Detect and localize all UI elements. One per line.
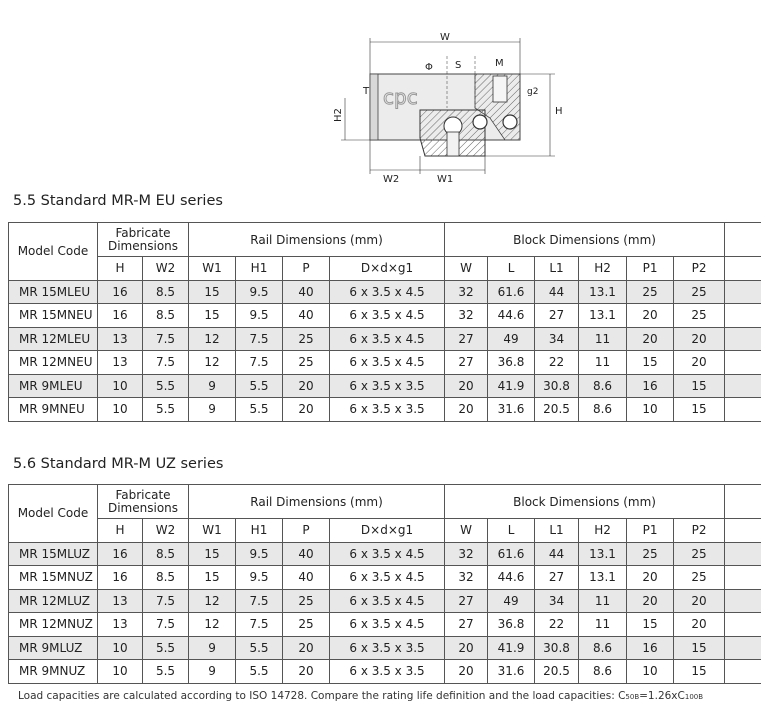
value-cell: 40: [283, 542, 330, 566]
model-code-cell: MR 9MNEU: [9, 398, 98, 422]
col-header: W1: [189, 519, 236, 543]
rail-block-cross-section-diagram: [325, 28, 565, 188]
uz-spec-table: [8, 484, 761, 684]
table-row: [9, 613, 761, 637]
value-cell: 7.5: [143, 613, 189, 637]
value-cell: 5.5: [236, 636, 283, 660]
value-cell: 44: [535, 542, 579, 566]
value-cell: 16: [98, 542, 143, 566]
value-cell: 36.8: [488, 613, 535, 637]
value-cell: 9: [189, 660, 236, 684]
value-cell: 8.6: [579, 398, 627, 422]
uz-table-body: [9, 542, 761, 683]
col-header: D×d×g1: [330, 257, 445, 281]
model-code-cell: MR 9MNUZ: [9, 660, 98, 684]
col-header: L: [488, 519, 535, 543]
table-row: [9, 566, 761, 590]
value-cell: 15: [189, 280, 236, 304]
fabricate-line1: Fabricate: [115, 225, 171, 240]
model-code-cell: MR 12MNUZ: [9, 613, 98, 637]
value-cell: 9: [189, 636, 236, 660]
table-edge-cell: [725, 519, 761, 543]
value-cell: 8.6: [579, 374, 627, 398]
value-cell: 11: [579, 589, 627, 613]
table-edge-cell: [725, 613, 761, 637]
value-cell: 20: [627, 566, 674, 590]
value-cell: 34: [535, 327, 579, 351]
value-cell: 32: [445, 280, 488, 304]
value-cell: 31.6: [488, 660, 535, 684]
table-edge-cell: [725, 660, 761, 684]
table-edge-cell: [725, 327, 761, 351]
table-row: [9, 660, 761, 684]
value-cell: 20: [627, 589, 674, 613]
block-seal: [370, 74, 378, 140]
value-cell: 40: [283, 566, 330, 590]
value-cell: 15: [189, 542, 236, 566]
load-capacity-footnote: [18, 690, 703, 702]
rail-bore-shaft: [447, 132, 459, 156]
value-cell: 6 x 3.5 x 3.5: [330, 398, 445, 422]
value-cell: 61.6: [488, 542, 535, 566]
footnote-sub-100b: 100B: [684, 693, 704, 701]
value-cell: 13.1: [579, 566, 627, 590]
model-code-cell: MR 15MNEU: [9, 304, 98, 328]
col-header: P: [283, 519, 330, 543]
value-cell: 7.5: [236, 613, 283, 637]
value-cell: 16: [98, 280, 143, 304]
block-dimensions-header: Block Dimensions (mm): [445, 223, 725, 257]
eu-table-body: [9, 280, 761, 421]
col-header: W2: [143, 519, 189, 543]
value-cell: 20: [283, 636, 330, 660]
col-header: W: [445, 257, 488, 281]
ball: [473, 115, 487, 129]
value-cell: 25: [674, 542, 725, 566]
table-edge-cell: [725, 257, 761, 281]
table-row: [9, 398, 761, 422]
dim-label-m: M: [495, 58, 504, 69]
ball: [503, 115, 517, 129]
value-cell: 7.5: [143, 327, 189, 351]
col-header: H: [98, 257, 143, 281]
table-edge-cell: [725, 485, 761, 519]
value-cell: 13: [98, 327, 143, 351]
value-cell: 7.5: [236, 351, 283, 375]
value-cell: 31.6: [488, 398, 535, 422]
value-cell: 12: [189, 613, 236, 637]
value-cell: 20: [674, 613, 725, 637]
cpc-logo: cpc: [383, 85, 418, 109]
table-row: [9, 327, 761, 351]
value-cell: 16: [627, 374, 674, 398]
value-cell: 10: [98, 636, 143, 660]
fabricate-dimensions-header: [98, 485, 189, 519]
col-header: P2: [674, 519, 725, 543]
value-cell: 8.5: [143, 566, 189, 590]
value-cell: 20: [627, 327, 674, 351]
value-cell: 20: [674, 351, 725, 375]
table-edge-cell: [725, 636, 761, 660]
value-cell: 9.5: [236, 304, 283, 328]
fabricate-line2: Dimensions: [107, 500, 179, 515]
fabricate-line2: Dimensions: [107, 238, 179, 253]
col-header: L1: [535, 257, 579, 281]
value-cell: 20: [445, 660, 488, 684]
value-cell: 20.5: [535, 660, 579, 684]
value-cell: 32: [445, 542, 488, 566]
table-edge-cell: [725, 304, 761, 328]
value-cell: 41.9: [488, 636, 535, 660]
value-cell: 15: [674, 636, 725, 660]
value-cell: 27: [445, 351, 488, 375]
table-row: [9, 374, 761, 398]
value-cell: 16: [98, 304, 143, 328]
value-cell: 12: [189, 327, 236, 351]
col-header: P1: [627, 257, 674, 281]
value-cell: 10: [98, 398, 143, 422]
dim-label-t: T: [363, 86, 370, 97]
model-code-cell: MR 15MLUZ: [9, 542, 98, 566]
value-cell: 15: [189, 304, 236, 328]
value-cell: 15: [189, 566, 236, 590]
value-cell: 25: [674, 280, 725, 304]
dim-label-g2: g2: [527, 87, 539, 97]
value-cell: 7.5: [236, 589, 283, 613]
value-cell: 8.6: [579, 660, 627, 684]
value-cell: 20: [283, 374, 330, 398]
value-cell: 34: [535, 589, 579, 613]
value-cell: 6 x 3.5 x 4.5: [330, 280, 445, 304]
value-cell: 5.5: [143, 398, 189, 422]
table-row: [9, 636, 761, 660]
table-row: [9, 304, 761, 328]
table-edge-cell: [725, 374, 761, 398]
value-cell: 9.5: [236, 542, 283, 566]
value-cell: 15: [674, 374, 725, 398]
table-edge-cell: [725, 398, 761, 422]
value-cell: 8.5: [143, 542, 189, 566]
value-cell: 11: [579, 327, 627, 351]
value-cell: 10: [627, 660, 674, 684]
value-cell: 27: [445, 613, 488, 637]
value-cell: 32: [445, 566, 488, 590]
value-cell: 20: [283, 398, 330, 422]
value-cell: 11: [579, 613, 627, 637]
dim-label-h: H: [555, 106, 563, 117]
model-code-cell: MR 15MLEU: [9, 280, 98, 304]
model-code-header: Model Code: [9, 485, 98, 543]
value-cell: 30.8: [535, 374, 579, 398]
value-cell: 36.8: [488, 351, 535, 375]
fabricate-line1: Fabricate: [115, 487, 171, 502]
value-cell: 12: [189, 589, 236, 613]
value-cell: 25: [627, 542, 674, 566]
value-cell: 25: [674, 566, 725, 590]
value-cell: 41.9: [488, 374, 535, 398]
dim-label-s: S: [455, 60, 462, 71]
value-cell: 10: [98, 374, 143, 398]
value-cell: 13: [98, 351, 143, 375]
value-cell: 6 x 3.5 x 4.5: [330, 566, 445, 590]
model-code-cell: MR 12MLUZ: [9, 589, 98, 613]
value-cell: 20: [445, 636, 488, 660]
value-cell: 49: [488, 327, 535, 351]
table-edge-cell: [725, 589, 761, 613]
value-cell: 12: [189, 351, 236, 375]
value-cell: 25: [283, 613, 330, 637]
rail-dimensions-header: Rail Dimensions (mm): [189, 485, 445, 519]
value-cell: 20: [445, 398, 488, 422]
table-row: [9, 542, 761, 566]
value-cell: 13: [98, 589, 143, 613]
value-cell: 27: [535, 304, 579, 328]
table-row: [9, 351, 761, 375]
value-cell: 13: [98, 613, 143, 637]
model-code-cell: MR 15MNUZ: [9, 566, 98, 590]
value-cell: 15: [627, 351, 674, 375]
value-cell: 7.5: [143, 351, 189, 375]
value-cell: 20: [674, 589, 725, 613]
value-cell: 20: [445, 374, 488, 398]
rail-dimensions-header: Rail Dimensions (mm): [189, 223, 445, 257]
table-edge-cell: [725, 223, 761, 257]
value-cell: 25: [283, 351, 330, 375]
dim-label-w2: W2: [383, 174, 400, 185]
value-cell: 6 x 3.5 x 4.5: [330, 589, 445, 613]
col-header: P2: [674, 257, 725, 281]
value-cell: 8.6: [579, 636, 627, 660]
value-cell: 9: [189, 398, 236, 422]
value-cell: 6 x 3.5 x 4.5: [330, 327, 445, 351]
value-cell: 5.5: [236, 660, 283, 684]
table-edge-cell: [725, 351, 761, 375]
value-cell: 6 x 3.5 x 3.5: [330, 660, 445, 684]
fabricate-dimensions-header: [98, 223, 189, 257]
value-cell: 13.1: [579, 280, 627, 304]
value-cell: 10: [627, 398, 674, 422]
footnote-sub-50b: 50B: [625, 693, 640, 701]
table-edge-cell: [725, 566, 761, 590]
value-cell: 44: [535, 280, 579, 304]
value-cell: 25: [283, 589, 330, 613]
value-cell: 6 x 3.5 x 3.5: [330, 636, 445, 660]
value-cell: 5.5: [236, 374, 283, 398]
col-header: P: [283, 257, 330, 281]
value-cell: 61.6: [488, 280, 535, 304]
value-cell: 9: [189, 374, 236, 398]
value-cell: 25: [674, 304, 725, 328]
value-cell: 25: [627, 280, 674, 304]
table-edge-cell: [725, 280, 761, 304]
col-header: H: [98, 519, 143, 543]
block-dimensions-header: Block Dimensions (mm): [445, 485, 725, 519]
value-cell: 49: [488, 589, 535, 613]
col-header: H2: [579, 257, 627, 281]
dim-label-w: W: [440, 32, 450, 43]
value-cell: 6 x 3.5 x 4.5: [330, 351, 445, 375]
col-header: L: [488, 257, 535, 281]
value-cell: 6 x 3.5 x 4.5: [330, 304, 445, 328]
value-cell: 20.5: [535, 398, 579, 422]
value-cell: 27: [535, 566, 579, 590]
col-header: L1: [535, 519, 579, 543]
col-header: W1: [189, 257, 236, 281]
value-cell: 8.5: [143, 280, 189, 304]
value-cell: 22: [535, 613, 579, 637]
value-cell: 44.6: [488, 566, 535, 590]
value-cell: 5.5: [143, 374, 189, 398]
value-cell: 32: [445, 304, 488, 328]
value-cell: 40: [283, 280, 330, 304]
value-cell: 25: [283, 327, 330, 351]
col-header: W: [445, 519, 488, 543]
dim-label-phi: Φ: [425, 62, 433, 73]
value-cell: 40: [283, 304, 330, 328]
mounting-screw: [493, 76, 507, 102]
dim-label-h2: H2: [333, 108, 344, 122]
value-cell: 20: [283, 660, 330, 684]
value-cell: 6 x 3.5 x 4.5: [330, 542, 445, 566]
col-header: D×d×g1: [330, 519, 445, 543]
value-cell: 9.5: [236, 280, 283, 304]
footnote-text: Load capacities are calculated according to ISO 14728. Compare the rating life definition and the load capacities: C: [18, 690, 626, 702]
model-code-cell: MR 9MLUZ: [9, 636, 98, 660]
value-cell: 10: [98, 660, 143, 684]
uz-section-title: 5.6 Standard MR-M UZ series: [13, 456, 224, 472]
value-cell: 5.5: [236, 398, 283, 422]
table-edge-cell: [725, 542, 761, 566]
col-header: W2: [143, 257, 189, 281]
value-cell: 15: [674, 660, 725, 684]
eu-section-title: 5.5 Standard MR-M EU series: [13, 193, 223, 209]
value-cell: 15: [674, 398, 725, 422]
value-cell: 7.5: [236, 327, 283, 351]
value-cell: 6 x 3.5 x 3.5: [330, 374, 445, 398]
value-cell: 20: [627, 304, 674, 328]
value-cell: 6 x 3.5 x 4.5: [330, 613, 445, 637]
footnote-mid: =1.26xC: [639, 690, 685, 702]
value-cell: 20: [674, 327, 725, 351]
table-row: [9, 589, 761, 613]
dim-label-w1: W1: [437, 174, 454, 185]
eu-spec-table: [8, 222, 761, 422]
model-code-cell: MR 12MNEU: [9, 351, 98, 375]
col-header: H2: [579, 519, 627, 543]
value-cell: 7.5: [143, 589, 189, 613]
model-code-header: Model Code: [9, 223, 98, 281]
value-cell: 16: [627, 636, 674, 660]
value-cell: 44.6: [488, 304, 535, 328]
value-cell: 27: [445, 589, 488, 613]
value-cell: 22: [535, 351, 579, 375]
value-cell: 30.8: [535, 636, 579, 660]
col-header: P1: [627, 519, 674, 543]
value-cell: 27: [445, 327, 488, 351]
value-cell: 9.5: [236, 566, 283, 590]
value-cell: 5.5: [143, 660, 189, 684]
value-cell: 16: [98, 566, 143, 590]
value-cell: 5.5: [143, 636, 189, 660]
col-header: H1: [236, 257, 283, 281]
value-cell: 13.1: [579, 542, 627, 566]
value-cell: 11: [579, 351, 627, 375]
model-code-cell: MR 12MLEU: [9, 327, 98, 351]
value-cell: 13.1: [579, 304, 627, 328]
table-row: [9, 280, 761, 304]
value-cell: 15: [627, 613, 674, 637]
model-code-cell: MR 9MLEU: [9, 374, 98, 398]
col-header: H1: [236, 519, 283, 543]
value-cell: 8.5: [143, 304, 189, 328]
